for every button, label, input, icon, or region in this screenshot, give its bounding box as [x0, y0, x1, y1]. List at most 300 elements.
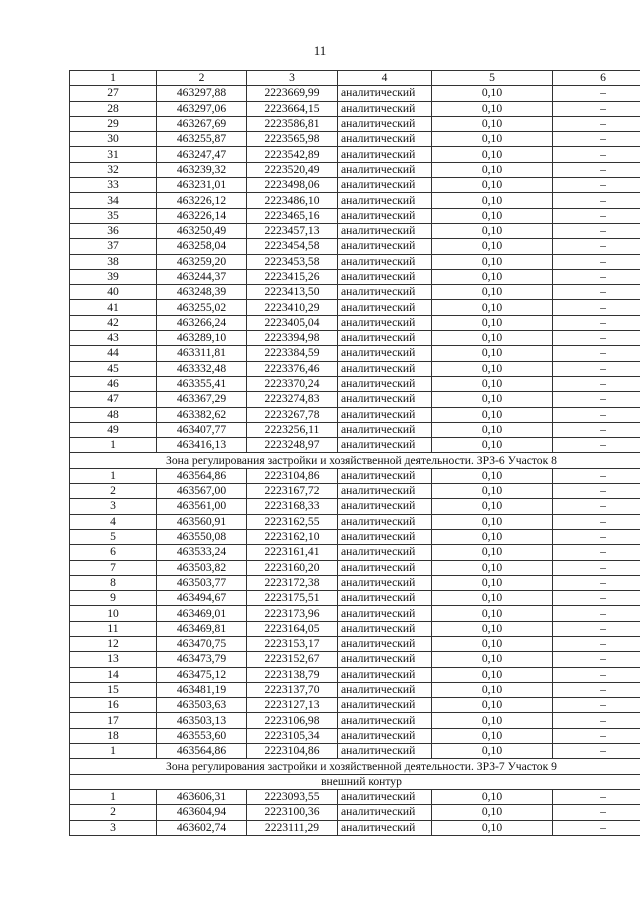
cell-n: 39	[70, 269, 157, 284]
cell-y: 2223465,16	[247, 208, 338, 223]
cell-m: аналитический	[338, 484, 432, 499]
cell-y: 2223248,97	[247, 438, 338, 453]
cell-y: 2223137,70	[247, 682, 338, 697]
cell-n: 47	[70, 392, 157, 407]
table-header-row	[70, 71, 640, 86]
coordinates-table-body	[70, 71, 640, 836]
table-row	[70, 422, 640, 437]
cell-e: 0,10	[432, 713, 553, 728]
cell-y: 2223267,78	[247, 407, 338, 422]
cell-x: 463259,20	[157, 254, 247, 269]
zone-heading: Зона регулирования застройки и хозяйственной деятельности. ЗРЗ-6 Участок 8	[70, 453, 640, 468]
cell-e: 0,10	[432, 820, 553, 835]
cell-y: 2223173,96	[247, 606, 338, 621]
cell-d: –	[553, 285, 640, 300]
cell-x: 463297,88	[157, 86, 247, 101]
cell-n: 11	[70, 621, 157, 636]
cell-x: 463355,41	[157, 376, 247, 391]
cell-m: аналитический	[338, 820, 432, 835]
cell-n: 1	[70, 468, 157, 483]
table-row	[70, 744, 640, 759]
cell-n: 49	[70, 422, 157, 437]
cell-x: 463226,14	[157, 208, 247, 223]
cell-y: 2223370,24	[247, 376, 338, 391]
cell-e: 0,10	[432, 484, 553, 499]
cell-m: аналитический	[338, 116, 432, 131]
cell-y: 2223274,83	[247, 392, 338, 407]
cell-m: аналитический	[338, 178, 432, 193]
cell-n: 4	[70, 514, 157, 529]
cell-x: 463258,04	[157, 239, 247, 254]
table-row	[70, 269, 640, 284]
cell-y: 2223161,41	[247, 545, 338, 560]
table-row	[70, 713, 640, 728]
cell-e: 0,10	[432, 223, 553, 238]
cell-n: 37	[70, 239, 157, 254]
cell-x: 463332,48	[157, 361, 247, 376]
cell-e: 0,10	[432, 101, 553, 116]
cell-e: 0,10	[432, 529, 553, 544]
table-row	[70, 728, 640, 743]
cell-y: 2223415,26	[247, 269, 338, 284]
cell-n: 31	[70, 147, 157, 162]
cell-x: 463564,86	[157, 744, 247, 759]
cell-n: 1	[70, 789, 157, 804]
table-row	[70, 606, 640, 621]
cell-m: аналитический	[338, 438, 432, 453]
cell-x: 463567,00	[157, 484, 247, 499]
cell-n: 35	[70, 208, 157, 223]
cell-d: –	[553, 468, 640, 483]
cell-d: –	[553, 193, 640, 208]
cell-e: 0,10	[432, 560, 553, 575]
cell-d: –	[553, 667, 640, 682]
cell-y: 2223160,20	[247, 560, 338, 575]
cell-n: 17	[70, 713, 157, 728]
cell-n: 10	[70, 606, 157, 621]
table-row	[70, 575, 640, 590]
cell-d: –	[553, 208, 640, 223]
cell-m: аналитический	[338, 744, 432, 759]
cell-m: аналитический	[338, 300, 432, 315]
cell-m: аналитический	[338, 514, 432, 529]
cell-e: 0,10	[432, 514, 553, 529]
cell-d: –	[553, 178, 640, 193]
table-row	[70, 407, 640, 422]
cell-d: –	[553, 116, 640, 131]
cell-e: 0,10	[432, 545, 553, 560]
table-row	[70, 484, 640, 499]
table-row	[70, 698, 640, 713]
cell-y: 2223457,13	[247, 223, 338, 238]
cell-d: –	[553, 514, 640, 529]
cell-e: 0,10	[432, 438, 553, 453]
zone-heading-row	[70, 774, 640, 789]
table-row	[70, 147, 640, 162]
table-row	[70, 331, 640, 346]
cell-m: аналитический	[338, 285, 432, 300]
cell-n: 16	[70, 698, 157, 713]
cell-y: 2223100,36	[247, 805, 338, 820]
cell-n: 3	[70, 820, 157, 835]
cell-y: 2223498,06	[247, 178, 338, 193]
cell-m: аналитический	[338, 132, 432, 147]
cell-y: 2223167,72	[247, 484, 338, 499]
coordinates-table	[69, 70, 640, 836]
table-row	[70, 591, 640, 606]
cell-m: аналитический	[338, 728, 432, 743]
cell-y: 2223162,55	[247, 514, 338, 529]
cell-e: 0,10	[432, 499, 553, 514]
cell-d: –	[553, 744, 640, 759]
cell-e: 0,10	[432, 407, 553, 422]
table-row	[70, 101, 640, 116]
cell-x: 463606,31	[157, 789, 247, 804]
cell-n: 30	[70, 132, 157, 147]
table-row	[70, 162, 640, 177]
cell-d: –	[553, 698, 640, 713]
zone-heading: внешний контур	[70, 774, 640, 789]
cell-m: аналитический	[338, 682, 432, 697]
cell-x: 463503,13	[157, 713, 247, 728]
cell-d: –	[553, 499, 640, 514]
cell-d: –	[553, 147, 640, 162]
cell-x: 463244,37	[157, 269, 247, 284]
cell-x: 463266,24	[157, 315, 247, 330]
table-row	[70, 529, 640, 544]
table-row	[70, 560, 640, 575]
cell-n: 29	[70, 116, 157, 131]
page-number: 11	[313, 43, 327, 58]
table-row	[70, 682, 640, 697]
table-row	[70, 132, 640, 147]
cell-d: –	[553, 223, 640, 238]
cell-e: 0,10	[432, 652, 553, 667]
table-row	[70, 86, 640, 101]
cell-x: 463311,81	[157, 346, 247, 361]
cell-e: 0,10	[432, 376, 553, 391]
cell-e: 0,10	[432, 178, 553, 193]
cell-d: –	[553, 269, 640, 284]
cell-y: 2223138,79	[247, 667, 338, 682]
cell-d: –	[553, 682, 640, 697]
cell-n: 7	[70, 560, 157, 575]
cell-n: 28	[70, 101, 157, 116]
cell-d: –	[553, 606, 640, 621]
cell-x: 463289,10	[157, 331, 247, 346]
cell-d: –	[553, 636, 640, 651]
cell-m: аналитический	[338, 376, 432, 391]
cell-x: 463481,19	[157, 682, 247, 697]
cell-d: –	[553, 820, 640, 835]
cell-d: –	[553, 376, 640, 391]
cell-x: 463248,39	[157, 285, 247, 300]
cell-m: аналитический	[338, 667, 432, 682]
cell-y: 2223172,38	[247, 575, 338, 590]
cell-n: 38	[70, 254, 157, 269]
cell-y: 2223486,10	[247, 193, 338, 208]
cell-x: 463473,79	[157, 652, 247, 667]
cell-d: –	[553, 713, 640, 728]
cell-m: аналитический	[338, 499, 432, 514]
header-cell: 3	[247, 71, 338, 86]
cell-n: 44	[70, 346, 157, 361]
cell-y: 2223164,05	[247, 621, 338, 636]
cell-n: 32	[70, 162, 157, 177]
header-cell: 4	[338, 71, 432, 86]
header-cell: 2	[157, 71, 247, 86]
cell-n: 2	[70, 484, 157, 499]
cell-m: аналитический	[338, 468, 432, 483]
cell-m: аналитический	[338, 636, 432, 651]
cell-x: 463470,75	[157, 636, 247, 651]
table-row	[70, 789, 640, 804]
cell-n: 45	[70, 361, 157, 376]
cell-e: 0,10	[432, 147, 553, 162]
cell-y: 2223586,81	[247, 116, 338, 131]
cell-x: 463553,60	[157, 728, 247, 743]
cell-m: аналитический	[338, 208, 432, 223]
cell-y: 2223405,04	[247, 315, 338, 330]
cell-m: аналитический	[338, 193, 432, 208]
cell-x: 463247,47	[157, 147, 247, 162]
cell-y: 2223093,55	[247, 789, 338, 804]
cell-d: –	[553, 239, 640, 254]
table-row	[70, 361, 640, 376]
cell-m: аналитический	[338, 805, 432, 820]
cell-e: 0,10	[432, 300, 553, 315]
cell-m: аналитический	[338, 713, 432, 728]
cell-m: аналитический	[338, 239, 432, 254]
cell-x: 463367,29	[157, 392, 247, 407]
cell-m: аналитический	[338, 269, 432, 284]
cell-x: 463407,77	[157, 422, 247, 437]
cell-e: 0,10	[432, 331, 553, 346]
cell-x: 463250,49	[157, 223, 247, 238]
cell-d: –	[553, 789, 640, 804]
cell-d: –	[553, 407, 640, 422]
cell-y: 2223565,98	[247, 132, 338, 147]
cell-n: 34	[70, 193, 157, 208]
table-row	[70, 545, 640, 560]
cell-m: аналитический	[338, 407, 432, 422]
cell-e: 0,10	[432, 392, 553, 407]
cell-n: 18	[70, 728, 157, 743]
cell-y: 2223542,89	[247, 147, 338, 162]
table-row	[70, 652, 640, 667]
cell-e: 0,10	[432, 728, 553, 743]
cell-y: 2223376,46	[247, 361, 338, 376]
cell-x: 463382,62	[157, 407, 247, 422]
cell-x: 463550,08	[157, 529, 247, 544]
table-row	[70, 239, 640, 254]
cell-e: 0,10	[432, 667, 553, 682]
cell-n: 14	[70, 667, 157, 682]
cell-m: аналитический	[338, 254, 432, 269]
cell-x: 463255,87	[157, 132, 247, 147]
cell-e: 0,10	[432, 698, 553, 713]
cell-d: –	[553, 162, 640, 177]
cell-e: 0,10	[432, 621, 553, 636]
cell-m: аналитический	[338, 392, 432, 407]
cell-e: 0,10	[432, 132, 553, 147]
cell-n: 13	[70, 652, 157, 667]
table-row	[70, 621, 640, 636]
cell-d: –	[553, 805, 640, 820]
cell-x: 463239,32	[157, 162, 247, 177]
cell-e: 0,10	[432, 606, 553, 621]
cell-m: аналитический	[338, 698, 432, 713]
header-cell: 1	[70, 71, 157, 86]
cell-d: –	[553, 484, 640, 499]
table-row	[70, 223, 640, 238]
cell-d: –	[553, 346, 640, 361]
cell-e: 0,10	[432, 422, 553, 437]
cell-d: –	[553, 315, 640, 330]
cell-d: –	[553, 575, 640, 590]
cell-e: 0,10	[432, 682, 553, 697]
cell-y: 2223152,67	[247, 652, 338, 667]
table-row	[70, 116, 640, 131]
cell-x: 463297,06	[157, 101, 247, 116]
cell-y: 2223162,10	[247, 529, 338, 544]
cell-x: 463475,12	[157, 667, 247, 682]
cell-e: 0,10	[432, 208, 553, 223]
cell-n: 33	[70, 178, 157, 193]
cell-y: 2223111,29	[247, 820, 338, 835]
cell-d: –	[553, 300, 640, 315]
cell-e: 0,10	[432, 636, 553, 651]
table-row	[70, 208, 640, 223]
cell-d: –	[553, 652, 640, 667]
cell-y: 2223454,58	[247, 239, 338, 254]
cell-y: 2223105,34	[247, 728, 338, 743]
cell-e: 0,10	[432, 162, 553, 177]
table-row	[70, 636, 640, 651]
cell-x: 463267,69	[157, 116, 247, 131]
cell-m: аналитический	[338, 575, 432, 590]
cell-m: аналитический	[338, 86, 432, 101]
cell-m: аналитический	[338, 223, 432, 238]
cell-d: –	[553, 101, 640, 116]
cell-e: 0,10	[432, 805, 553, 820]
table-row	[70, 392, 640, 407]
cell-n: 6	[70, 545, 157, 560]
cell-x: 463226,12	[157, 193, 247, 208]
table-row	[70, 514, 640, 529]
cell-d: –	[553, 254, 640, 269]
cell-x: 463469,01	[157, 606, 247, 621]
cell-e: 0,10	[432, 315, 553, 330]
cell-m: аналитический	[338, 331, 432, 346]
cell-m: аналитический	[338, 560, 432, 575]
table-row	[70, 376, 640, 391]
cell-e: 0,10	[432, 789, 553, 804]
cell-m: аналитический	[338, 162, 432, 177]
cell-m: аналитический	[338, 315, 432, 330]
zone-heading-row	[70, 759, 640, 774]
cell-d: –	[553, 132, 640, 147]
cell-m: аналитический	[338, 422, 432, 437]
zone-heading-row	[70, 453, 640, 468]
cell-d: –	[553, 438, 640, 453]
cell-e: 0,10	[432, 285, 553, 300]
cell-n: 36	[70, 223, 157, 238]
cell-y: 2223127,13	[247, 698, 338, 713]
cell-m: аналитический	[338, 101, 432, 116]
cell-x: 463231,01	[157, 178, 247, 193]
cell-y: 2223453,58	[247, 254, 338, 269]
cell-y: 2223175,51	[247, 591, 338, 606]
cell-y: 2223256,11	[247, 422, 338, 437]
cell-y: 2223104,86	[247, 468, 338, 483]
cell-y: 2223168,33	[247, 499, 338, 514]
table-row	[70, 499, 640, 514]
cell-d: –	[553, 331, 640, 346]
cell-y: 2223153,17	[247, 636, 338, 651]
cell-x: 463503,63	[157, 698, 247, 713]
cell-m: аналитический	[338, 606, 432, 621]
cell-n: 48	[70, 407, 157, 422]
cell-m: аналитический	[338, 591, 432, 606]
cell-e: 0,10	[432, 86, 553, 101]
table-row	[70, 254, 640, 269]
cell-n: 41	[70, 300, 157, 315]
cell-d: –	[553, 560, 640, 575]
cell-e: 0,10	[432, 361, 553, 376]
table-row	[70, 438, 640, 453]
cell-e: 0,10	[432, 116, 553, 131]
cell-d: –	[553, 591, 640, 606]
cell-y: 2223106,98	[247, 713, 338, 728]
cell-d: –	[553, 361, 640, 376]
cell-y: 2223394,98	[247, 331, 338, 346]
cell-x: 463416,13	[157, 438, 247, 453]
cell-e: 0,10	[432, 193, 553, 208]
cell-n: 15	[70, 682, 157, 697]
cell-x: 463602,74	[157, 820, 247, 835]
cell-m: аналитический	[338, 652, 432, 667]
cell-d: –	[553, 621, 640, 636]
table-row	[70, 178, 640, 193]
cell-e: 0,10	[432, 269, 553, 284]
cell-m: аналитический	[338, 621, 432, 636]
cell-y: 2223410,29	[247, 300, 338, 315]
cell-m: аналитический	[338, 789, 432, 804]
table-row	[70, 468, 640, 483]
cell-d: –	[553, 422, 640, 437]
cell-n: 46	[70, 376, 157, 391]
cell-n: 42	[70, 315, 157, 330]
cell-n: 1	[70, 438, 157, 453]
cell-y: 2223384,59	[247, 346, 338, 361]
cell-x: 463604,94	[157, 805, 247, 820]
table-row	[70, 300, 640, 315]
header-cell: 5	[432, 71, 553, 86]
cell-n: 40	[70, 285, 157, 300]
cell-x: 463469,81	[157, 621, 247, 636]
cell-e: 0,10	[432, 254, 553, 269]
cell-e: 0,10	[432, 744, 553, 759]
cell-m: аналитический	[338, 346, 432, 361]
zone-heading: Зона регулирования застройки и хозяйственной деятельности. ЗРЗ-7 Участок 9	[70, 759, 640, 774]
cell-n: 12	[70, 636, 157, 651]
cell-y: 2223520,49	[247, 162, 338, 177]
cell-n: 27	[70, 86, 157, 101]
cell-n: 5	[70, 529, 157, 544]
cell-e: 0,10	[432, 575, 553, 590]
cell-x: 463560,91	[157, 514, 247, 529]
